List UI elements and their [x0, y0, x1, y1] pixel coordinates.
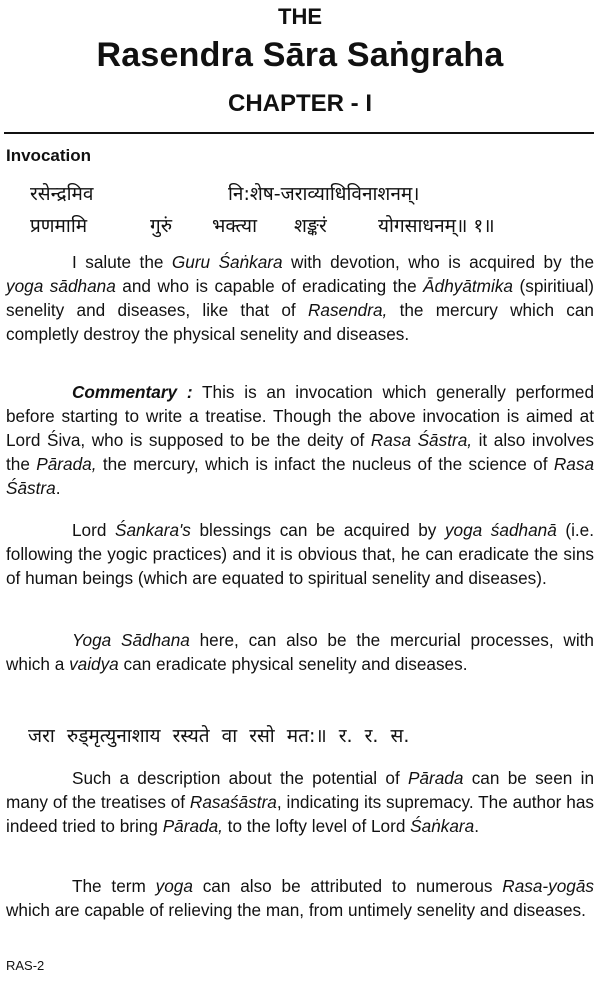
verse-word: गुरुं	[150, 215, 173, 237]
verse-word: भक्त्या	[212, 215, 257, 237]
verse-word: योगसाधनम्॥ १॥	[378, 215, 495, 237]
paragraph-commentary: Commentary : This is an invocation which generally performed before starting to write a treatise. Though the above invocation is aimed at Lord Śiva, who is supposed to be the deity of Rasa Śāstra, it also involves the Pārada, the mercury, which is infact the nucleus of the science of Rasa Śāstra.	[6, 382, 595, 498]
paragraph-translation: I salute the Guru Śaṅkara with devotion, who is acquired by the yoga sādhana and who is capable of eradicating the Ādhyātmika (spiritiual) senelity and diseases, like that of Rasendra, the mercury which can completly destroy the physical senelity and diseases.	[6, 252, 595, 344]
verse-word: नि:शेष-जराव्याधिविनाशनम्।	[228, 183, 420, 205]
paragraph-rasa-yogas: The term yoga can also be attributed to numerous Rasa-yogās which are capable of relieving the man, from untimely senelity and diseases.	[6, 876, 595, 920]
paragraph-yoga-sadhana: Yoga Sādhana here, can also be the mercurial processes, with which a vaidya can eradicate physical senelity and diseases.	[6, 630, 594, 674]
header-divider	[4, 132, 594, 134]
page-footer-code: RAS-2	[6, 958, 45, 973]
book-label: THE	[278, 4, 322, 29]
book-title: Rasendra Sāra Saṅgraha	[96, 36, 504, 74]
paragraph-blessings: Lord Śankara's blessings can be acquired by yoga śadhanā (i.e. following the yogic practices) and it is obvious that, he can eradicate the sins of human beings (which are equated to spiritual senelity and diseases).	[6, 520, 594, 588]
chapter-heading: CHAPTER - I	[228, 90, 372, 117]
section-title: Invocation	[6, 146, 92, 165]
verse-word: शङ्करं	[294, 215, 327, 237]
verse-word: प्रणमामि	[30, 215, 88, 237]
paragraph-parada: Such a description about the potential of Pārada can be seen in many of the treatises of Rasaśāstra, indicating its supremacy. The author has indeed tried to bring Pārada, to the lofty level of Lord Śaṅkara.	[6, 768, 595, 836]
verse-word: रसेन्द्रमिव	[30, 183, 94, 205]
verse-quote: जरा रुड्मृत्युनाशाय रस्यते वा रसो मत:॥ र. र. स.	[28, 725, 410, 747]
